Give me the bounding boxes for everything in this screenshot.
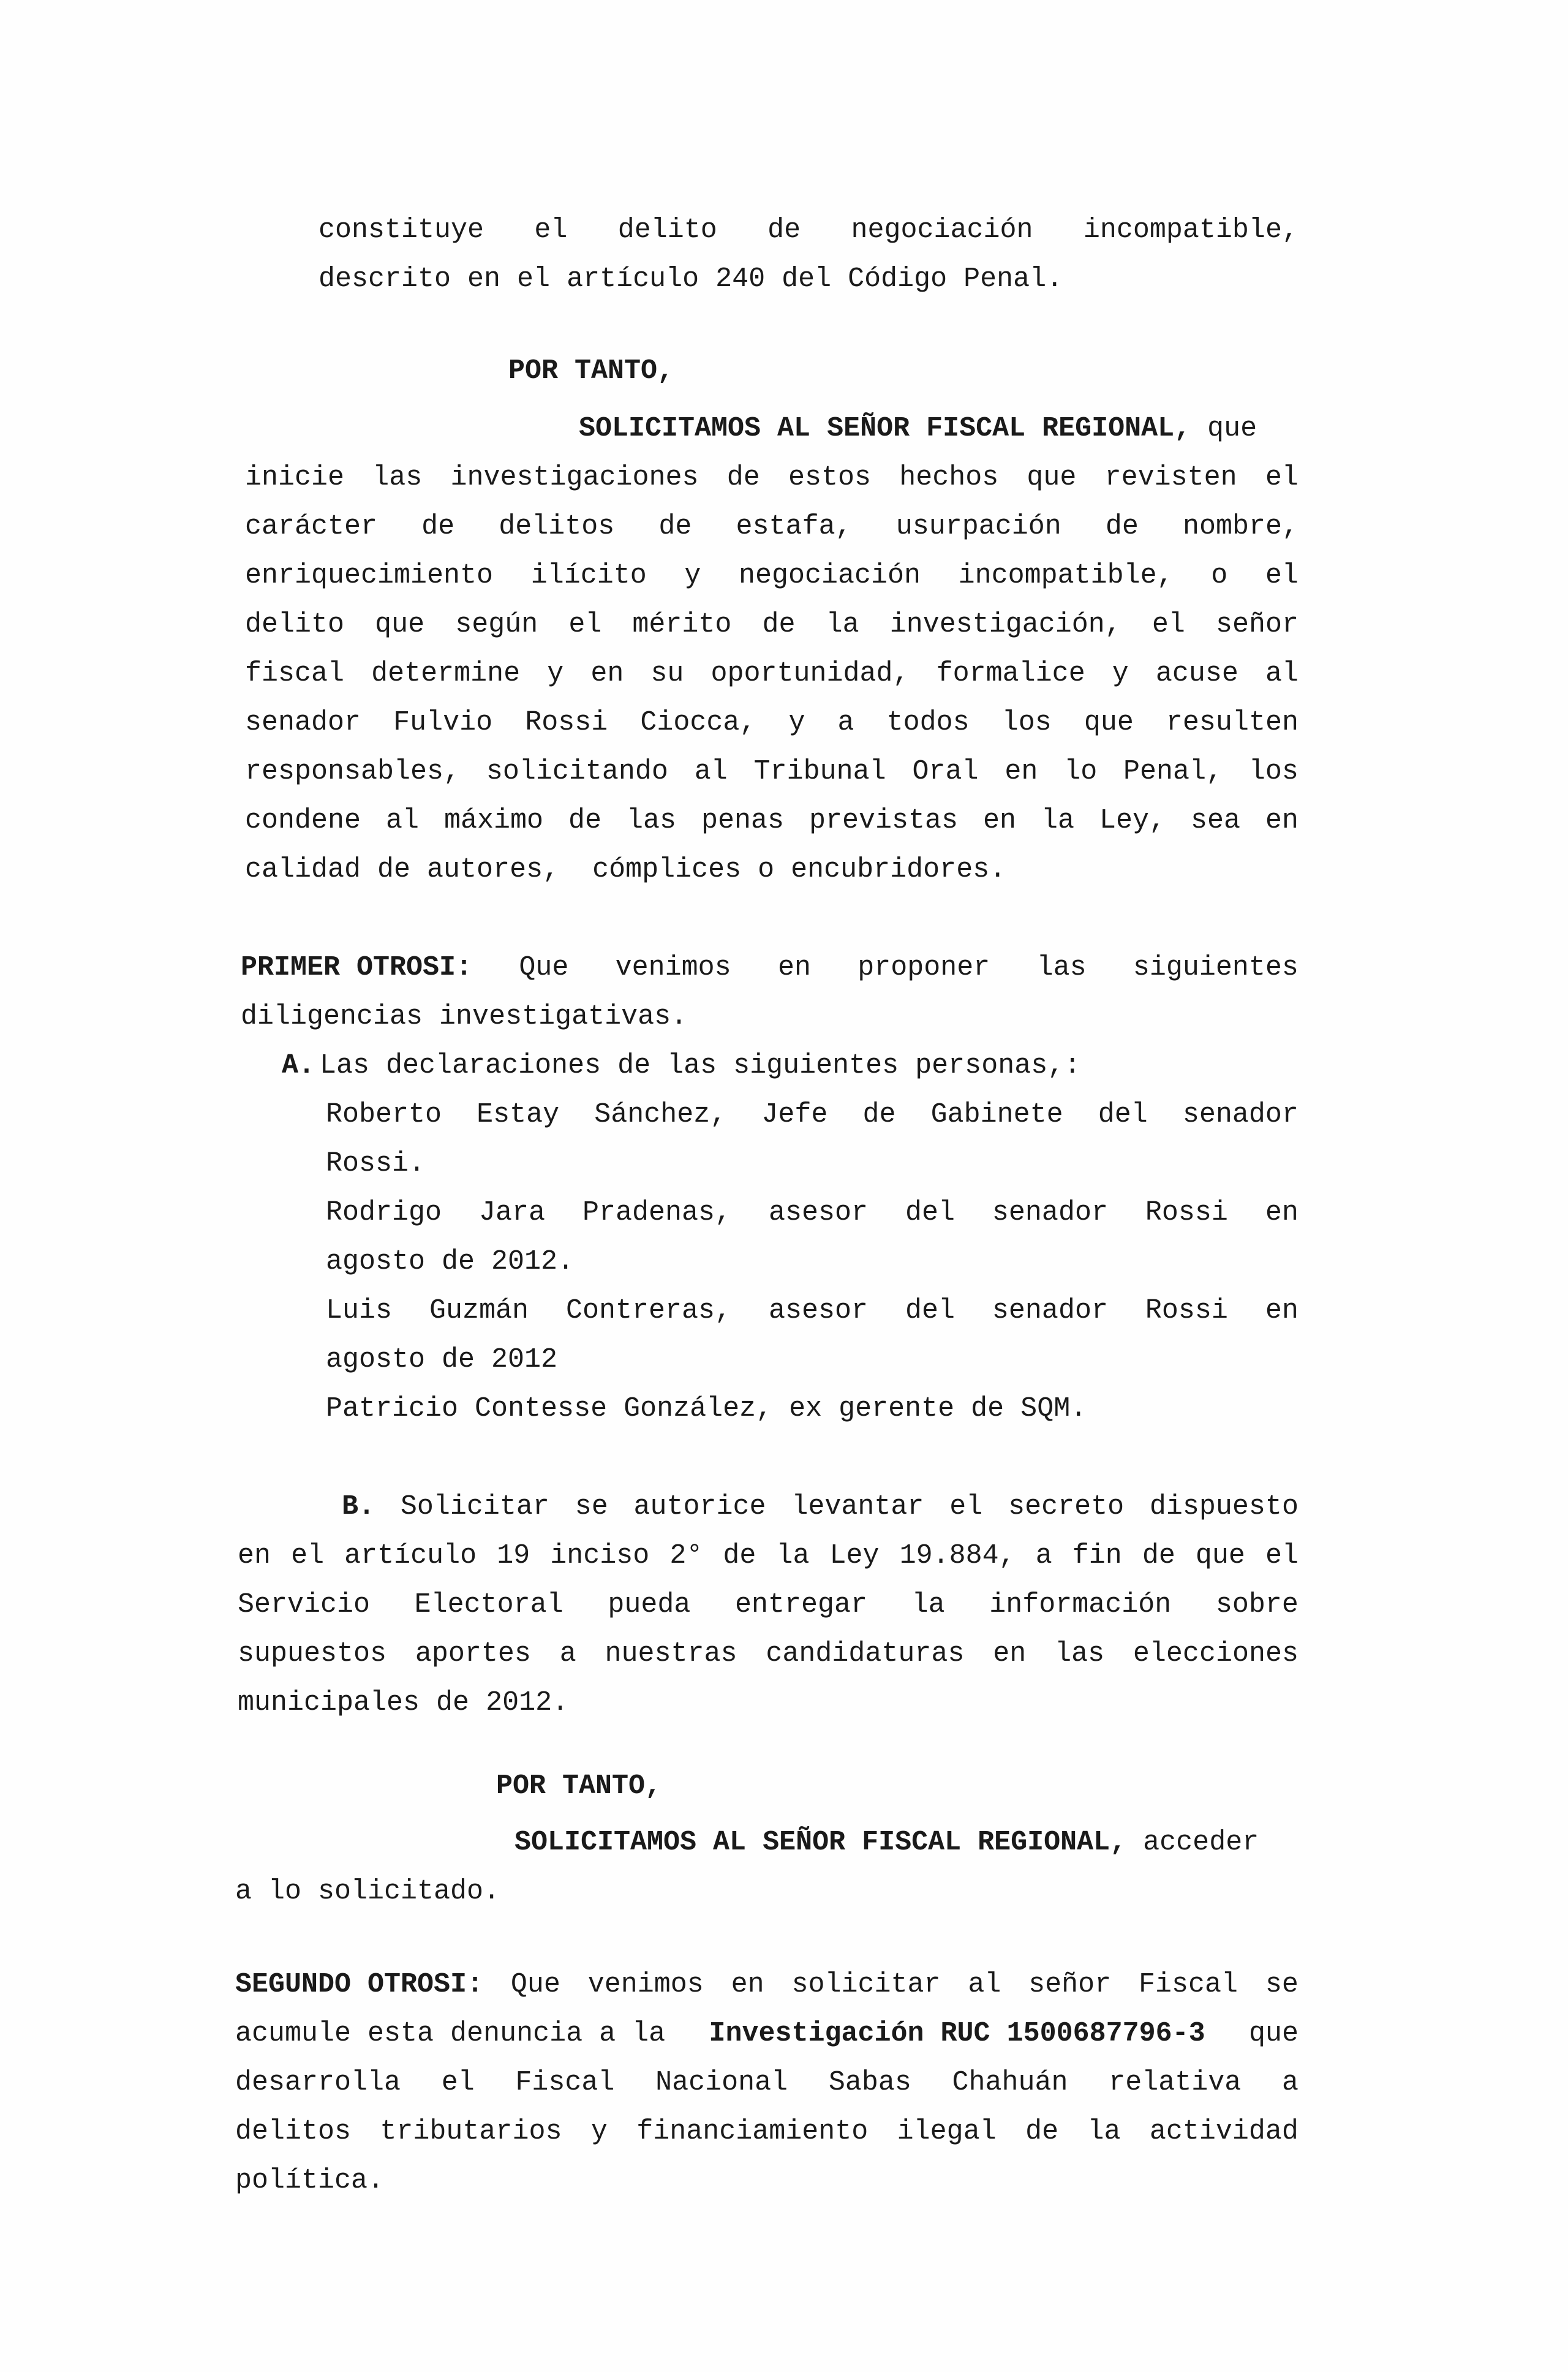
segundo-otrosi-line-2 — [235, 2009, 1298, 2058]
petition-1-line-5-word: acuse — [1155, 658, 1238, 689]
petition-1-line-3 — [245, 551, 1298, 600]
segundo-otrosi-line-2-post: que — [1248, 2018, 1298, 2049]
person-2-line-1-word: Pradenas, — [582, 1197, 732, 1228]
primer-otrosi-line-1-word: las — [1036, 952, 1087, 983]
person-3-line-1-word: del — [905, 1295, 955, 1326]
item-b-line-4-word: aportes — [415, 1638, 531, 1669]
segundo-otrosi-label: SEGUNDO OTROSI: — [235, 1969, 484, 2000]
petition-1-line-3-word: negociación — [738, 560, 921, 591]
segundo-otrosi-line-5 — [235, 2156, 1298, 2205]
segundo-otrosi-line-1-word: se — [1265, 1969, 1298, 2000]
primer-otrosi-line-1-word: proponer — [858, 952, 990, 983]
item-b-line-2-word: Ley — [829, 1540, 880, 1571]
item-b-line-3-word: la — [911, 1589, 945, 1620]
petition-1-line-4-word: de — [762, 609, 796, 640]
intro-line-2 — [318, 255, 1298, 304]
person-3-line-1-word: Guzmán — [429, 1295, 529, 1326]
persons-list — [326, 1090, 1298, 1433]
person-1-line-1-word: senador — [1182, 1099, 1298, 1130]
intro-line-1-word: delito — [617, 214, 717, 246]
segundo-otrosi-line-1-word: solicitar — [791, 1969, 941, 2000]
segundo-otrosi-line-1-word: venimos — [587, 1969, 704, 2000]
item-b-line-2-word: la — [776, 1540, 810, 1571]
petition-1-line-7 — [245, 747, 1298, 796]
segundo-otrosi-line-4-word: actividad — [1149, 2116, 1298, 2147]
item-b-line-1-word: secreto — [1008, 1491, 1125, 1522]
item-b-line-2-word: en — [238, 1540, 271, 1571]
item-b-line-2-word: a — [1035, 1540, 1052, 1571]
petition-1-line-2-word: de — [421, 511, 455, 542]
person-1-line-1-word: Gabinete — [930, 1099, 1063, 1130]
segundo-otrosi-line-5-text: política. — [235, 2165, 385, 2196]
item-b-line-4-word: supuestos — [238, 1638, 387, 1669]
petition-1-line-1-word: las — [372, 462, 423, 493]
petition-1-line-6-word: Fulvio — [393, 707, 493, 738]
segundo-otrosi-line-2-pre: acumule esta denuncia a la — [235, 2018, 666, 2049]
person-2-line-1-word: en — [1265, 1197, 1298, 1228]
petition-1-line-2-word: de — [1105, 511, 1139, 542]
person-1-line-1-word: de — [862, 1099, 896, 1130]
petition-1-solicitamos-line — [245, 404, 1298, 453]
petition-1-line-6-word: todos — [886, 707, 970, 738]
item-a — [282, 1041, 1298, 1090]
primer-otrosi-line-1-word: Que — [519, 952, 569, 983]
petition-1-line-5-word: en — [590, 658, 624, 689]
petition-1-line-3-word: o — [1211, 560, 1228, 591]
item-b-letter: B. — [342, 1491, 375, 1522]
item-b-line-1-word: Solicitar — [400, 1491, 549, 1522]
petition-1-line-6-word: a — [837, 707, 854, 738]
person-1-line-1-word: Estay — [477, 1099, 560, 1130]
solicitamos-heading: SOLICITAMOS AL SEÑOR FISCAL REGIONAL, — [579, 413, 1191, 444]
petition-1-line-5-word: oportunidad, — [710, 658, 910, 689]
petition-1-line-1-word: de — [726, 462, 760, 493]
segundo-otrosi-line-4-word: ilegal — [897, 2116, 997, 2147]
petition-1-line-8-word: penas — [701, 805, 784, 836]
item-b-line-4-word: a — [559, 1638, 576, 1669]
segundo-otrosi-line-4-word: y — [590, 2116, 608, 2147]
item-b-line-1-word: el — [949, 1491, 983, 1522]
petition-1-line-8-word: sea — [1190, 805, 1240, 836]
petition-1-line-8 — [245, 796, 1298, 845]
petition-1-line-7-word: en — [1005, 756, 1038, 787]
person-3-line-1-word: Contreras, — [565, 1295, 732, 1326]
segundo-otrosi-line-4 — [235, 2107, 1298, 2156]
segundo-otrosi-line-3-word: desarrolla — [235, 2067, 401, 2098]
primer-otrosi-line-2 — [241, 992, 1298, 1041]
petition-1-line-7-word: los — [1248, 756, 1298, 787]
petition-1-line-5 — [245, 649, 1298, 698]
petition-1-line-3-word: ilícito — [530, 560, 647, 591]
item-b-line-3-word: entregar — [734, 1589, 867, 1620]
petition-1-line-1-word: el — [1265, 462, 1298, 493]
primer-otrosi-label: PRIMER OTROSI: — [241, 952, 473, 983]
intro-line-2-text: descrito en el artículo 240 del Código Penal. — [318, 263, 1063, 295]
primer-otrosi-line-1-word: venimos — [615, 952, 731, 983]
petition-1-line-2-word: carácter — [245, 511, 378, 542]
petition-1-line-8-word: en — [1265, 805, 1298, 836]
item-b — [238, 1482, 1298, 1728]
petition-1-line-7-word: lo — [1064, 756, 1098, 787]
item-b-line-3-word: pueda — [608, 1589, 691, 1620]
petition-1-line-1-word: hechos — [899, 462, 999, 493]
petition-1-line-7-word: solicitando — [486, 756, 668, 787]
item-b-line-2-word: 19 — [497, 1540, 530, 1571]
person-3-line-1-word: Rossi — [1145, 1295, 1228, 1326]
segundo-otrosi-line-3-word: Nacional — [655, 2067, 788, 2098]
person-2-line-1-word: del — [905, 1197, 955, 1228]
primer-otrosi-line-2-text: diligencias investigativas. — [241, 1001, 688, 1032]
item-b-line-4-word: las — [1055, 1638, 1105, 1669]
item-b-line-2-word: artículo — [344, 1540, 477, 1571]
petition-1-line-2-word: de — [658, 511, 692, 542]
segundo-otrosi-line-4-word: financiamiento — [636, 2116, 869, 2147]
solicitamos-heading-2: SOLICITAMOS AL SEÑOR FISCAL REGIONAL, — [514, 1827, 1127, 1858]
item-b-line-3-word: información — [989, 1589, 1172, 1620]
person-2-line-1-word: Rodrigo — [326, 1197, 442, 1228]
item-b-body — [238, 1532, 1298, 1679]
item-b-line-2-word: 2° — [669, 1540, 703, 1571]
person-3-line-1-word: en — [1265, 1295, 1298, 1326]
item-b-line-1-word: levantar — [791, 1491, 924, 1522]
person-2-line-2-text: agosto de 2012. — [326, 1246, 575, 1277]
item-b-line-1 — [238, 1482, 1298, 1532]
petition-2-line-2 — [235, 1867, 1298, 1916]
petition-1-line-8-word: máximo — [443, 805, 544, 836]
petition-1-line-7-word: responsables, — [245, 756, 461, 787]
petition-1-line-5-word: su — [650, 658, 684, 689]
petition-1-line-6-word: resulten — [1166, 707, 1298, 738]
petition-1-line-2-word: nombre, — [1182, 511, 1298, 542]
petition-1-line-8-word: previstas — [809, 805, 958, 836]
segundo-otrosi-line-3-word: a — [1281, 2067, 1298, 2098]
item-b-line-2-word: de — [1142, 1540, 1175, 1571]
item-b-line-2 — [238, 1532, 1298, 1581]
petition-1-line-1-word: estos — [788, 462, 871, 493]
item-a-text: Las declaraciones de las siguientes personas,: — [320, 1050, 1081, 1081]
petition-1-line-3-word: incompatible, — [958, 560, 1174, 591]
ruc-reference: Investigación RUC 1500687796-3 — [709, 2018, 1205, 2049]
person-1-line-1-word: Sánchez, — [594, 1099, 727, 1130]
petition-2-request — [235, 1818, 1298, 1916]
person-1-line-2 — [326, 1139, 1298, 1188]
item-b-line-2-word: fin — [1072, 1540, 1122, 1571]
petition-1-line-8-word: las — [626, 805, 676, 836]
petition-1-line-2-word: estafa, — [736, 511, 852, 542]
item-b-line-2-word: de — [723, 1540, 756, 1571]
person-2-line-1-word: Rossi — [1145, 1197, 1228, 1228]
petition-1-line-1 — [245, 453, 1298, 502]
item-b-line-3 — [238, 1581, 1298, 1630]
petition-2-solicitamos-line — [235, 1818, 1298, 1867]
petition-1-line-4-word: el — [1152, 609, 1185, 640]
person-3-line-1-word: Luis — [326, 1295, 393, 1326]
item-b-last-text: municipales de 2012. — [238, 1687, 569, 1718]
person-2-line-1-word: Jara — [478, 1197, 546, 1228]
petition-1-line-4-word: mérito — [632, 609, 732, 640]
primer-otrosi-line-1 — [241, 943, 1298, 992]
segundo-otrosi-line-3 — [235, 2058, 1298, 2107]
petition-1-line-5-word: al — [1265, 658, 1298, 689]
item-b-line-3-word: Electoral — [414, 1589, 564, 1620]
petition-1-line-5-word: determine — [371, 658, 521, 689]
petition-1-line-7-word: Penal, — [1123, 756, 1223, 787]
item-b-line-4 — [238, 1630, 1298, 1679]
petition-1-line-8-word: en — [982, 805, 1016, 836]
segundo-otrosi-line-1 — [235, 1960, 1298, 2009]
person-1-line-2-text: Rossi. — [326, 1148, 426, 1179]
person-2-line-1-word: senador — [992, 1197, 1108, 1228]
petition-2-por-tanto — [496, 1770, 662, 1802]
item-b-line-3-word: Servicio — [238, 1589, 371, 1620]
person-3-line-1-word: senador — [992, 1295, 1108, 1326]
primer-otrosi-line-1-word: siguientes — [1133, 952, 1298, 983]
item-b-line-2-word: el — [1265, 1540, 1298, 1571]
segundo-otrosi-line-4-word: delitos — [235, 2116, 352, 2147]
petition-1-line-4 — [245, 600, 1298, 649]
petition-1-line-5-word: fiscal — [245, 658, 345, 689]
petition-1-body — [245, 453, 1298, 845]
intro-line-1-word: negociación — [851, 214, 1033, 246]
petition-1-last-line — [245, 845, 1298, 894]
item-b-line-4-word: nuestras — [605, 1638, 737, 1669]
segundo-otrosi-line-3-word: el — [441, 2067, 475, 2098]
petition-1-line-1-word: investigaciones — [450, 462, 699, 493]
item-b-line-1-word: dispuesto — [1149, 1491, 1298, 1522]
person-1-line-1-word: del — [1098, 1099, 1148, 1130]
petition-1-line-4-word: que — [375, 609, 425, 640]
petition-1-line-5-word: formalice — [936, 658, 1085, 689]
intro-line-1-word: incompatible, — [1083, 214, 1298, 246]
petition-1-line-5-word: y — [547, 658, 564, 689]
person-1-line-1-word: Roberto — [326, 1099, 442, 1130]
petition-1-line-2-word: delitos — [499, 511, 615, 542]
petition-1-line-5-word: y — [1112, 658, 1129, 689]
person-3-line-2-text: agosto de 2012 — [326, 1344, 558, 1375]
segundo-otrosi-line-3-word: Chahuán — [952, 2067, 1068, 2098]
petition-1-line-4-word: delito — [245, 609, 345, 640]
segundo-otrosi-line-1-word: en — [731, 1969, 764, 2000]
petition-1-line-8-word: al — [386, 805, 420, 836]
person-3-line-1 — [326, 1286, 1298, 1335]
primer-otrosi-section — [241, 943, 1298, 1041]
petition-1-line-6-word: senador — [245, 707, 361, 738]
segundo-otrosi-line-1-word: al — [968, 1969, 1001, 2000]
intro-line-1-word: el — [534, 214, 568, 246]
segundo-otrosi-line-1-word: Que — [510, 1969, 560, 2000]
segundo-otrosi-section — [235, 1960, 1298, 2205]
person-4-line-1 — [326, 1384, 1298, 1433]
item-b-line-3-word: sobre — [1215, 1589, 1298, 1620]
petition-1-line-6-word: Rossi — [525, 707, 608, 738]
segundo-otrosi-line-4-word: de — [1025, 2116, 1059, 2147]
petition-1-last-text: calidad de autores, cómplices o encubridores. — [245, 854, 1006, 885]
petition-1-line-4-word: según — [455, 609, 538, 640]
petition-1-line-1-word: que — [1027, 462, 1077, 493]
primer-otrosi-line-1-word: en — [777, 952, 811, 983]
petition-1-line-6-word: que — [1084, 707, 1134, 738]
petition-1-line-6-word: los — [1001, 707, 1052, 738]
petition-1-por-tanto — [508, 355, 674, 387]
segundo-otrosi-line-1-word: señor — [1028, 1969, 1112, 2000]
item-b-line-2-word: que — [1195, 1540, 1245, 1571]
item-b-line-2-word: 19.884, — [899, 1540, 1016, 1571]
segundo-otrosi-line-3-word: Sabas — [828, 2067, 911, 2098]
petition-1-line-6 — [245, 698, 1298, 747]
item-b-line-2-word: el — [291, 1540, 325, 1571]
petition-1-line-4-word: el — [568, 609, 602, 640]
item-a-heading — [282, 1041, 1298, 1090]
segundo-otrosi-line-3-word: Fiscal — [515, 2067, 615, 2098]
intro-line-1 — [318, 206, 1298, 255]
por-tanto-heading-2: POR TANTO, — [496, 1770, 662, 1802]
petition-2-acceder: acceder — [1143, 1827, 1259, 1858]
petition-1-line-3-word: y — [684, 560, 701, 591]
person-3-line-1-word: asesor — [768, 1295, 868, 1326]
person-1-line-1 — [326, 1090, 1298, 1139]
petition-1-request — [245, 404, 1298, 894]
petition-1-line-3-word: el — [1265, 560, 1298, 591]
petition-1-line-1-word: revisten — [1104, 462, 1237, 493]
segundo-otrosi-line-3-word: relativa — [1109, 2067, 1242, 2098]
petition-1-line-6-word: y — [788, 707, 805, 738]
petition-1-line-4-word: la — [826, 609, 859, 640]
person-1-line-1-word: Jefe — [761, 1099, 828, 1130]
intro-paragraph — [318, 206, 1298, 304]
petition-1-line-1-word: inicie — [245, 462, 345, 493]
person-2-line-1-word: asesor — [768, 1197, 868, 1228]
segundo-otrosi-line-1-word: Fiscal — [1139, 1969, 1238, 2000]
segundo-otrosi-line-4-word: la — [1087, 2116, 1121, 2147]
petition-1-line-2 — [245, 502, 1298, 551]
petition-1-line-4-word: señor — [1215, 609, 1298, 640]
item-b-line-4-word: elecciones — [1133, 1638, 1298, 1669]
petition-1-line-2-word: usurpación — [895, 511, 1061, 542]
solicitamos-que: que — [1207, 413, 1257, 444]
item-b-line-1-word: se — [575, 1491, 608, 1522]
petition-1-line-7-word: al — [694, 756, 728, 787]
person-2-line-1 — [326, 1188, 1298, 1237]
petition-1-line-6-word: Ciocca, — [640, 707, 756, 738]
item-b-line-4-word: en — [993, 1638, 1027, 1669]
petition-1-line-8-word: la — [1041, 805, 1074, 836]
person-2-line-2 — [326, 1237, 1298, 1286]
item-b-last-line — [238, 1679, 1298, 1728]
item-b-line-2-word: inciso — [550, 1540, 650, 1571]
petition-1-line-4-word: investigación, — [889, 609, 1121, 640]
petition-1-line-7-word: Tribunal — [753, 756, 886, 787]
intro-line-1-word: de — [767, 214, 801, 246]
petition-1-line-8-word: Ley, — [1099, 805, 1166, 836]
petition-2-line-2-text: a lo solicitado. — [235, 1876, 500, 1907]
intro-line-1-word: constituye — [318, 214, 484, 246]
petition-1-line-7-word: Oral — [912, 756, 979, 787]
segundo-otrosi-line-4-word: tributarios — [380, 2116, 562, 2147]
person-3-line-2 — [326, 1335, 1298, 1384]
item-b-line-1-word: autorice — [633, 1491, 766, 1522]
person-4-line-1-word: Patricio Contesse González, ex gerente de SQM. — [326, 1393, 1087, 1424]
item-b-line-4-word: candidaturas — [766, 1638, 965, 1669]
petition-1-line-8-word: de — [568, 805, 601, 836]
petition-1-line-8-word: condene — [245, 805, 361, 836]
por-tanto-heading: POR TANTO, — [508, 355, 674, 387]
petition-1-line-3-word: enriquecimiento — [245, 560, 494, 591]
item-a-letter: A. — [282, 1050, 315, 1081]
